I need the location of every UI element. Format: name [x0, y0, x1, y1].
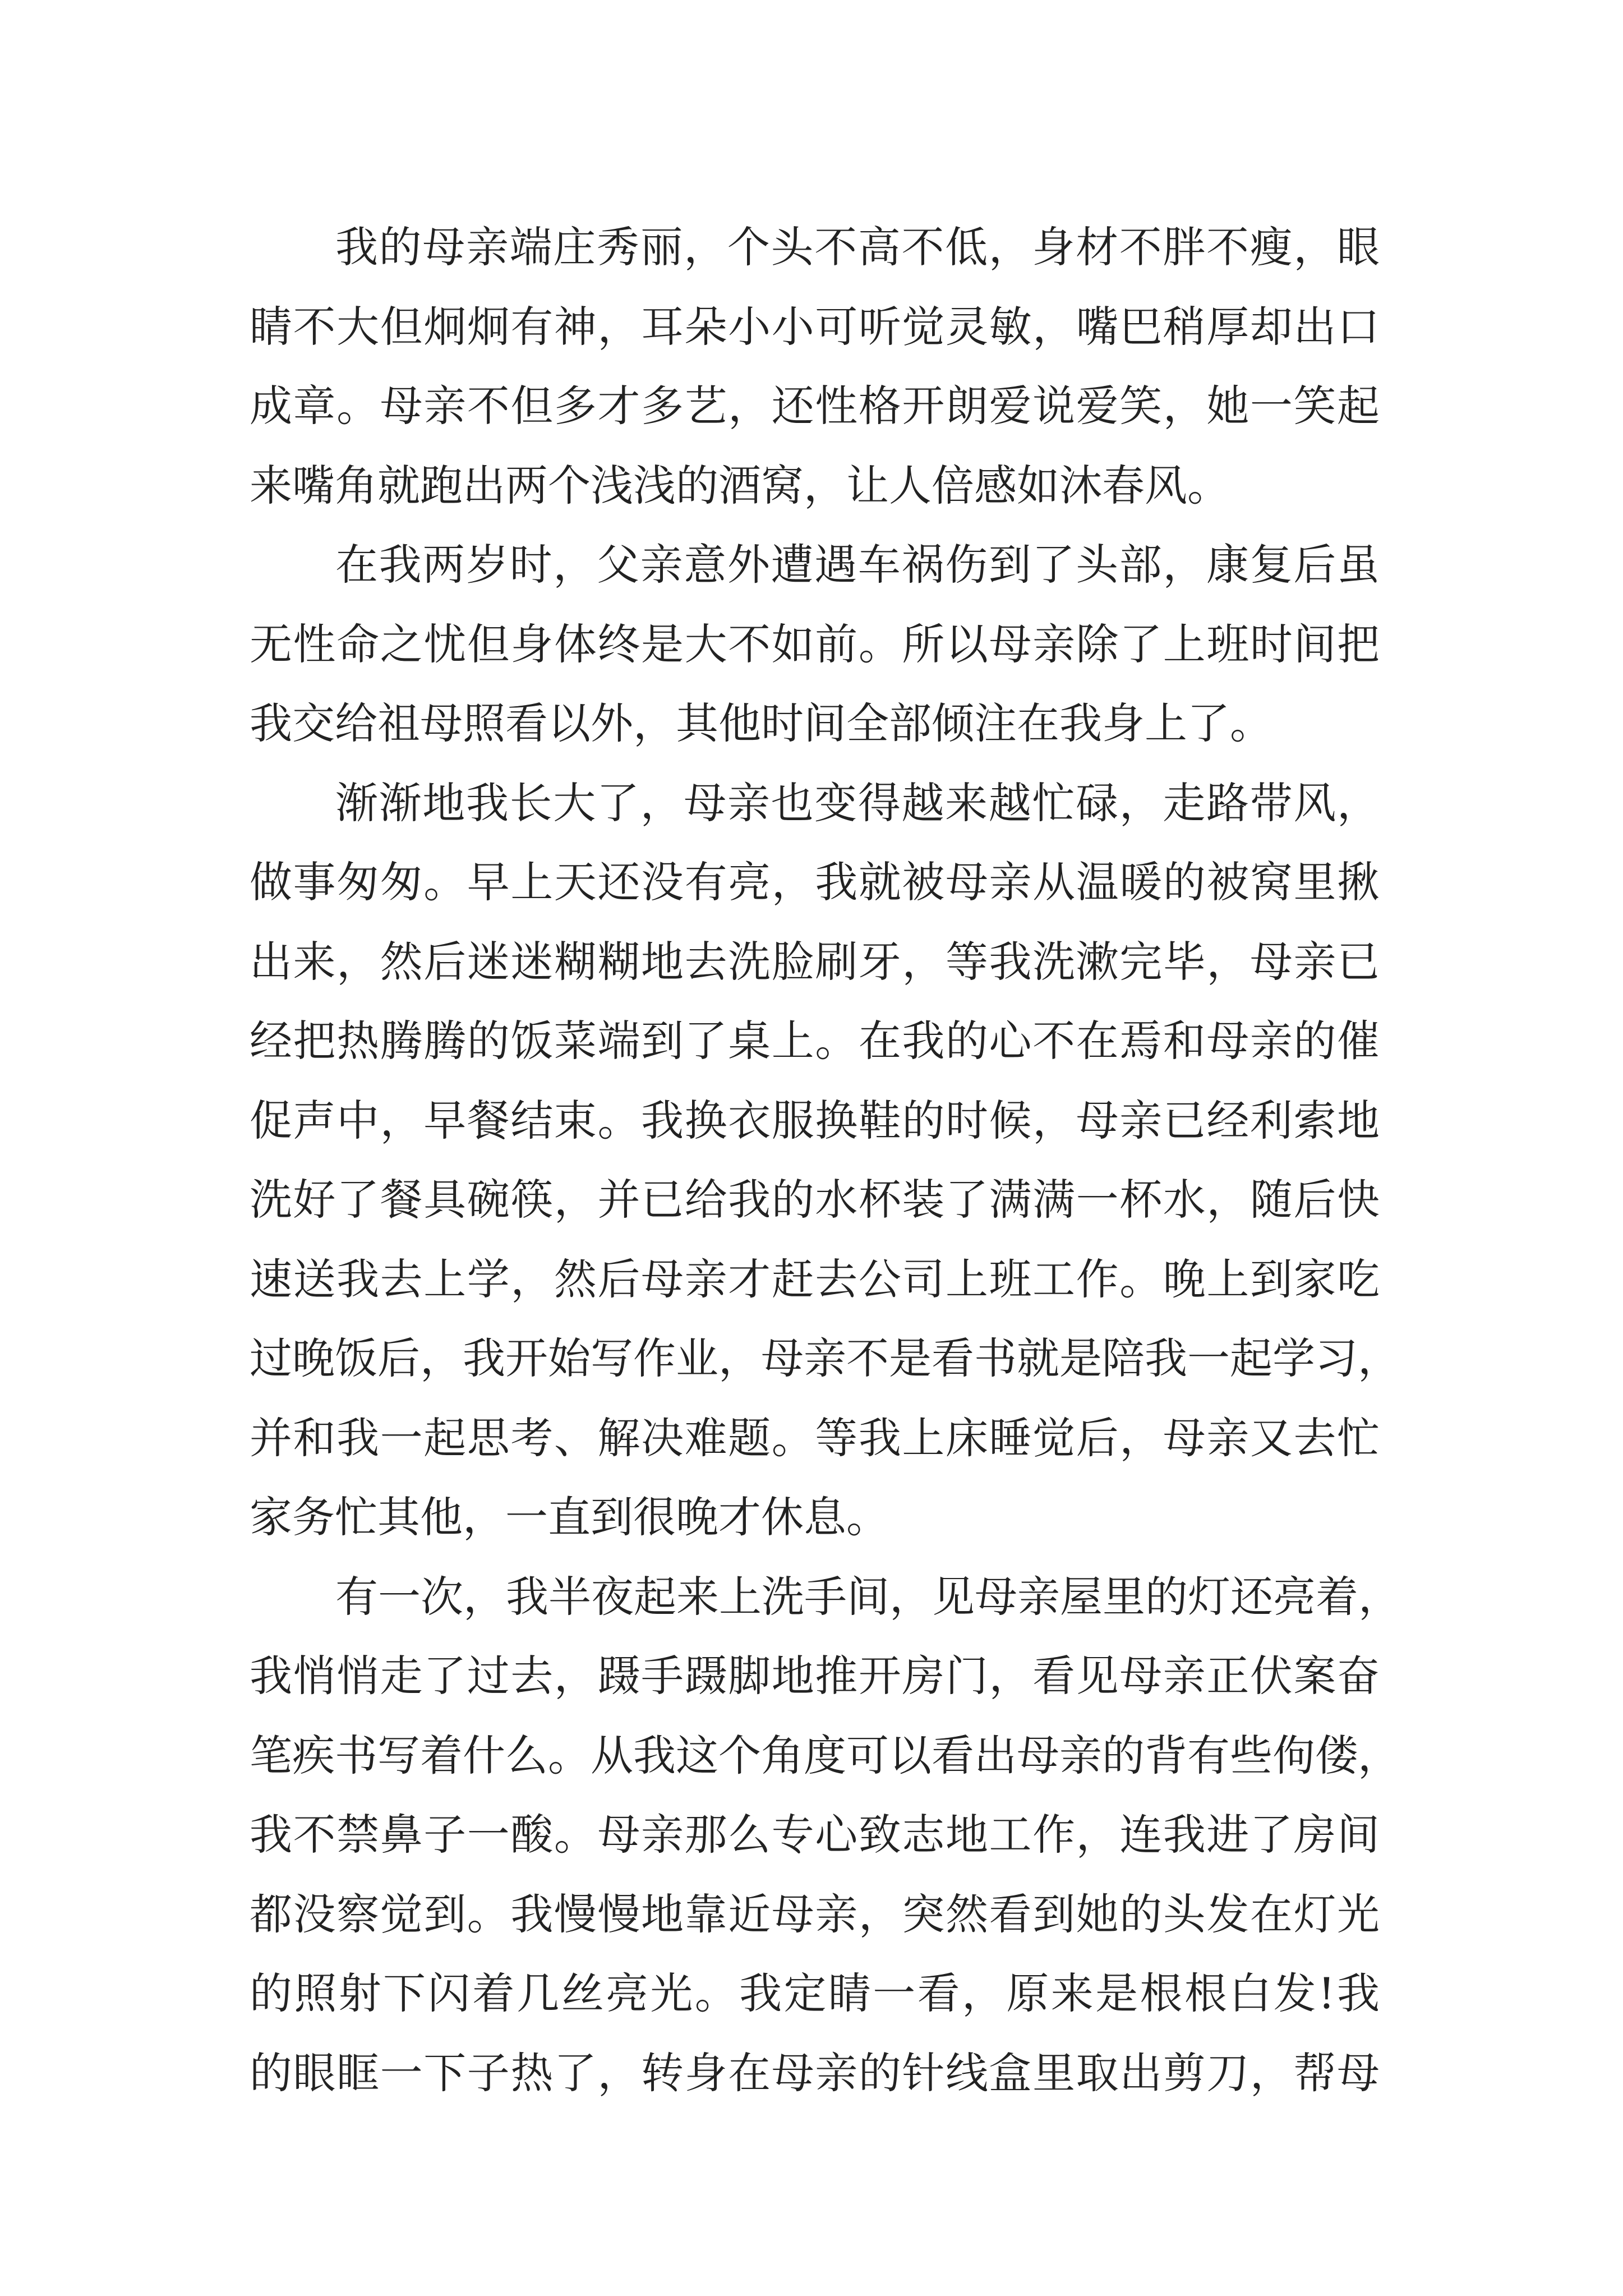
- text-line: 睛不大但炯炯有神，耳朵小小可听觉灵敏，嘴巴稍厚却出口: [250, 301, 1380, 352]
- paragraph: [250, 763, 1400, 1557]
- document-body: [250, 208, 1401, 2113]
- text-line: 洗好了餐具碗筷，并已给我的水杯装了满满一杯水，随后快: [250, 1175, 1380, 1225]
- text-line: 过晚饭后，我开始写作业，母亲不是看书就是陪我一起学习，: [250, 1333, 1400, 1383]
- text-line: 的照射下闪着几丝亮光。我定睛一看，原来是根根白发!我: [250, 1968, 1380, 2018]
- text-line: 家务忙其他，一直到很晚才休息。: [250, 1492, 889, 1542]
- text-line: 在我两岁时，父亲意外遭遇车祸伤到了头部，康复后虽: [335, 540, 1380, 590]
- text-line: 我的母亲端庄秀丽，个头不高不低，身材不胖不瘦，眼: [335, 222, 1380, 272]
- text-line: 笔疾书写着什么。从我这个角度可以看出母亲的背有些佝偻，: [250, 1730, 1400, 1780]
- text-line: 促声中，早餐结束。我换衣服换鞋的时候，母亲已经利索地: [250, 1095, 1380, 1145]
- text-line: 的眼眶一下子热了，转身在母亲的针线盒里取出剪刀，帮母: [250, 2047, 1380, 2098]
- text-line: 做事匆匆。早上天还没有亮，我就被母亲从温暖的被窝里揪: [250, 857, 1380, 907]
- text-line: 速送我去上学，然后母亲才赶去公司上班工作。晚上到家吃: [250, 1254, 1380, 1304]
- paragraph: [250, 525, 1380, 763]
- text-line: 我交给祖母照看以外，其他时间全部倾注在我身上了。: [250, 698, 1272, 748]
- text-line: 渐渐地我长大了，母亲也变得越来越忙碌，走路带风，: [335, 777, 1380, 828]
- text-line: 都没察觉到。我慢慢地靠近母亲，突然看到她的头发在灯光: [250, 1889, 1380, 1939]
- text-line: 成章。母亲不但多才多艺，还性格开朗爱说爱笑，她一笑起: [250, 381, 1380, 431]
- paragraph: [250, 208, 1380, 525]
- text-line: 我不禁鼻子一酸。母亲那么专心致志地工作，连我进了房间: [250, 1810, 1380, 1860]
- text-line: 来嘴角就跑出两个浅浅的酒窝，让人倍感如沐春风。: [250, 460, 1230, 510]
- text-line: 出来，然后迷迷糊糊地去洗脸刷牙，等我洗漱完毕，母亲已: [250, 936, 1380, 987]
- text-line: 无性命之忧但身体终是大不如前。所以母亲除了上班时间把: [250, 619, 1380, 669]
- text-line: 并和我一起思考、解决难题。等我上床睡觉后，母亲又去忙: [250, 1412, 1380, 1463]
- text-line: 我悄悄走了过去，蹑手蹑脚地推开房门，看见母亲正伏案奋: [250, 1651, 1380, 1701]
- paragraph: [250, 1557, 1401, 2113]
- text-line: 有一次，我半夜起来上洗手间，见母亲屋里的灯还亮着，: [335, 1571, 1401, 1622]
- text-line: 经把热腾腾的饭菜端到了桌上。在我的心不在焉和母亲的催: [250, 1016, 1380, 1066]
